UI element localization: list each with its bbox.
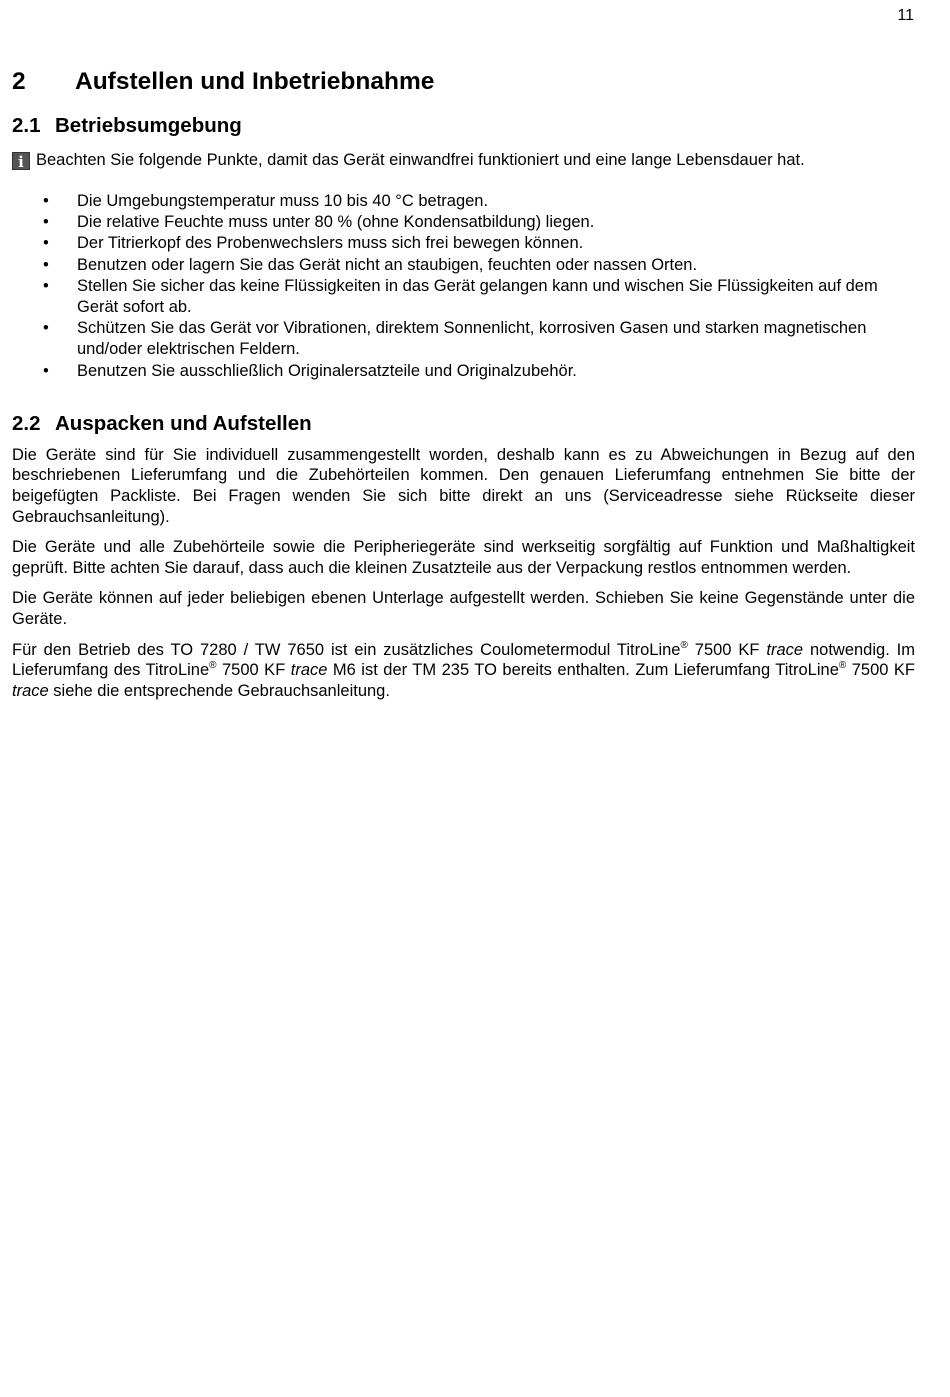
italic-term: trace xyxy=(12,681,49,700)
list-item: • Benutzen oder lagern Sie das Gerät nicht an staubigen, feuchten oder nassen Orten. xyxy=(12,255,915,276)
chapter-number: 2 xyxy=(12,68,26,95)
section-heading-betriebsumgebung xyxy=(12,112,915,140)
requirements-list xyxy=(12,191,915,382)
text-run: siehe die entsprechende Gebrauchsanleitung. xyxy=(48,681,390,700)
chapter-heading xyxy=(12,66,915,98)
text-run: Für den Betrieb des TO 7280 / TW 7650 ist ein zusätzliches Coulometermodul TitroLine xyxy=(12,640,681,659)
text-run: 7500 KF xyxy=(687,640,767,659)
section-heading-auspacken xyxy=(12,410,915,438)
info-note-text: Beachten Sie folgende Punkte, damit das Gerät einwandfrei funktioniert und eine lange Lebensdauer hat. xyxy=(36,151,805,169)
section-number: 2.1 xyxy=(12,114,41,137)
info-icon: i xyxy=(12,152,30,170)
text-run: M6 ist der TM 235 TO bereits enthalten. Zum Lieferumfang TitroLine xyxy=(327,661,839,680)
italic-term: trace xyxy=(290,661,328,680)
page-content xyxy=(12,66,915,701)
italic-term: trace xyxy=(766,640,804,659)
section-number: 2.2 xyxy=(12,411,41,435)
section-title: Auspacken und Aufstellen xyxy=(55,411,312,435)
text-run: notwendig. Im Lieferumfang des TitroLine xyxy=(12,640,916,680)
list-item: • Die Umgebungstemperatur muss 10 bis 40 °C betragen. xyxy=(12,191,915,212)
page-number: 11 xyxy=(897,7,914,24)
list-item: • Die relative Feuchte muss unter 80 % (ohne Kondensatbildung) liegen. xyxy=(12,212,915,233)
paragraph: Die Geräte sind für Sie individuell zusammengestellt worden, deshalb kann es zu Abweichungen in Bezug auf den beschriebenen Lieferumfang und die Zubehörteilen kommen. Den genauen Lieferumfang entnehmen Sie bitte der beigefügten Packliste. Bei Fragen wenden Sie sich bitte direkt an uns (Serviceadresse siehe Rückseite dieser Gebrauchsanleitung). xyxy=(12,445,915,526)
paragraph: Die Geräte und alle Zubehörteile sowie die Peripheriegeräte sind werkseitig sorgfältig auf Funktion und Maßhaltigkeit geprüft. Bitte achten Sie darauf, dass auch die kleinen Zusatzteile aus der Verpackung restlos entnommen werden. xyxy=(12,538,915,577)
list-item: • Schützen Sie das Gerät vor Vibrationen, direktem Sonnenlicht, korrosiven Gasen und starken magnetischen und/oder elektrischen Feldern. xyxy=(12,318,915,360)
info-note xyxy=(12,150,915,171)
section-title: Betriebsumgebung xyxy=(55,114,242,137)
paragraph: Die Geräte können auf jeder beliebigen ebenen Unterlage aufgestellt werden. Schieben Sie keine Gegenstände unter die Geräte. xyxy=(12,589,915,628)
registered-mark: ® xyxy=(209,660,217,672)
chapter-title: Aufstellen und Inbetriebnahme xyxy=(75,68,435,95)
paragraph-titroline xyxy=(12,640,915,702)
registered-mark: ® xyxy=(680,639,688,651)
list-item: • Stellen Sie sicher das keine Flüssigkeiten in das Gerät gelangen kann und wischen Sie Flüssigkeiten auf dem Gerät sofort ab. xyxy=(12,276,915,318)
list-item: • Der Titrierkopf des Probenwechslers muss sich frei bewegen können. xyxy=(12,233,915,254)
registered-mark: ® xyxy=(838,660,847,672)
text-run: 7500 KF xyxy=(846,661,916,680)
list-item: • Benutzen Sie ausschließlich Originalersatzteile und Originalzubehör. xyxy=(12,361,915,382)
text-run: 7500 KF xyxy=(216,661,291,680)
